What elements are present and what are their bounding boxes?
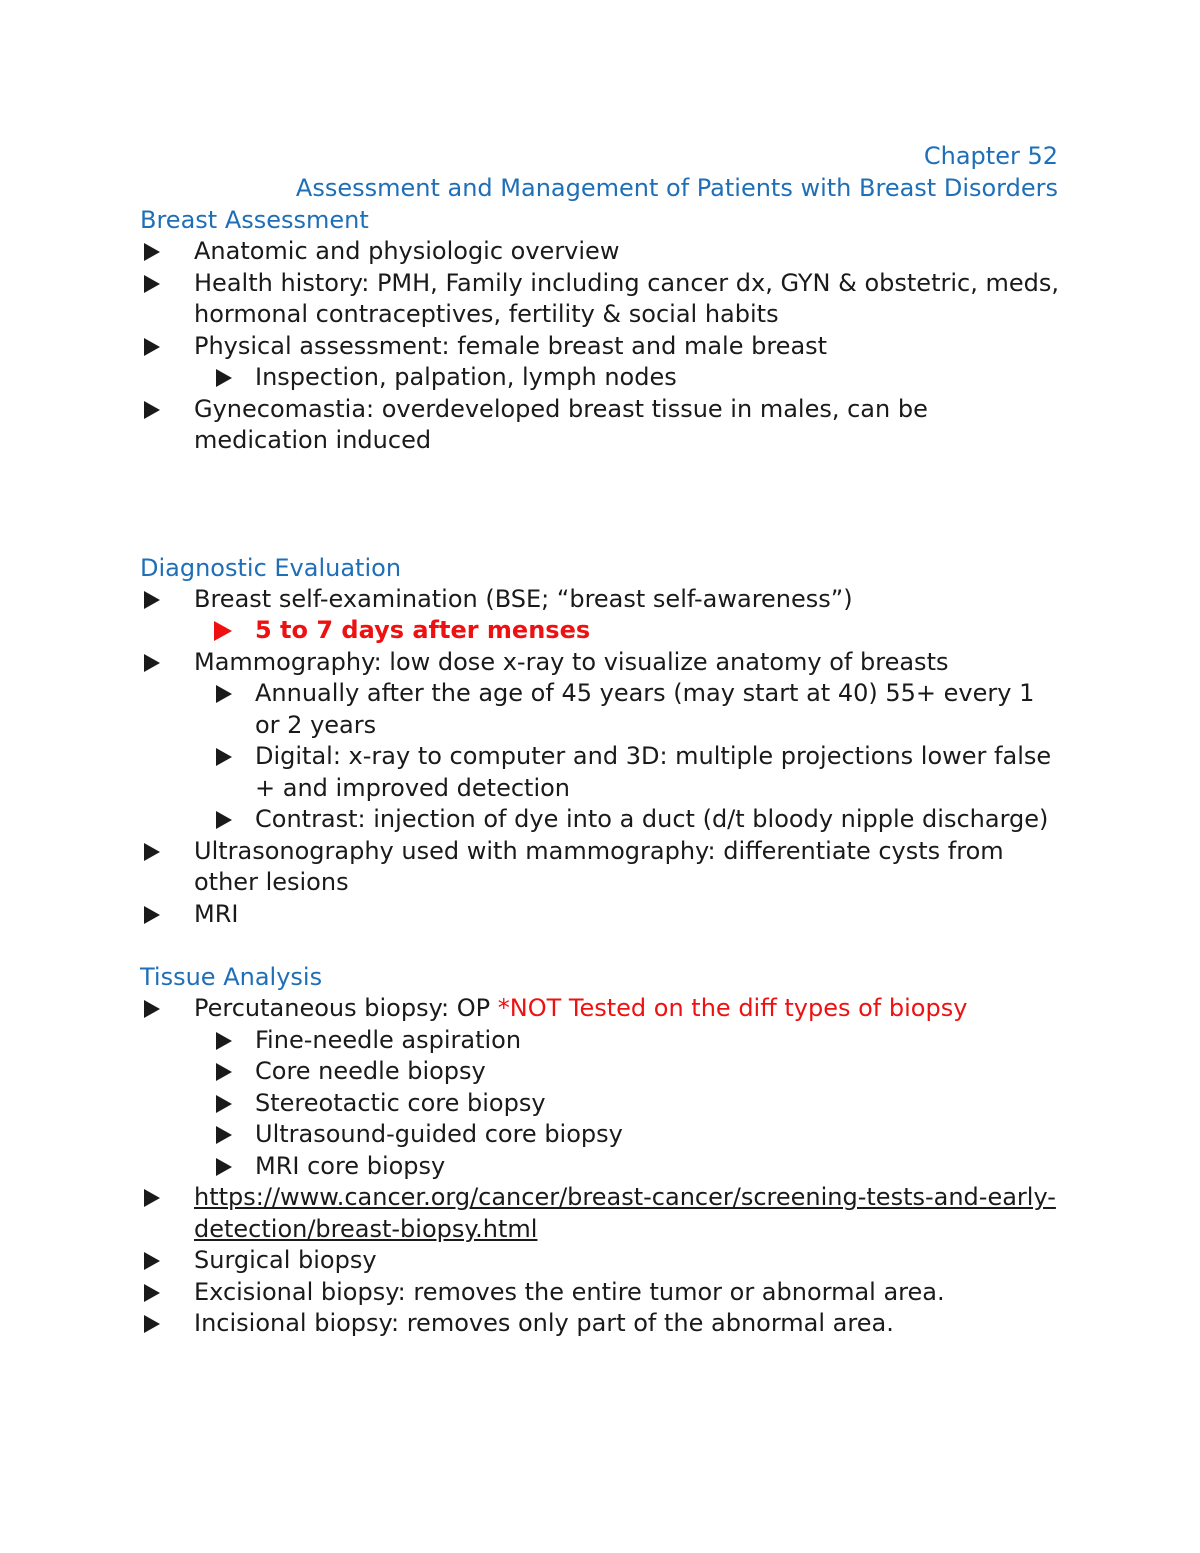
triangle-bullet-icon [216,1032,232,1050]
triangle-bullet-icon [216,685,232,703]
triangle-bullet-icon [144,1284,160,1302]
triangle-bullet-icon [144,243,160,261]
triangle-bullet-icon [144,906,160,924]
list-item: Surgical biopsy [140,1245,1060,1277]
diagnostic-evaluation-list [140,584,1060,931]
triangle-bullet-icon [216,1063,232,1081]
list-item: Digital: x-ray to computer and 3D: multiple projections lower false + and improved detection [140,741,1060,804]
list-item: Breast self-examination (BSE; “breast self-awareness”) [140,584,1060,616]
triangle-bullet-icon [216,1126,232,1144]
list-item-highlight: 5 to 7 days after menses [140,615,1060,647]
list-item: Ultrasonography used with mammography: differentiate cysts from other lesions [140,836,1060,899]
list-item: Gynecomastia: overdeveloped breast tissue in males, can be medication induced [140,394,1060,457]
list-item: Incisional biopsy: removes only part of the abnormal area. [140,1308,1060,1340]
triangle-bullet-icon [144,338,160,356]
spacer [140,930,1060,961]
red-note: *NOT Tested on the diff types of biopsy [497,994,968,1022]
tissue-analysis-list [140,993,1060,1340]
triangle-bullet-icon [216,811,232,829]
section-title-diagnostic-evaluation: Diagnostic Evaluation [140,553,402,582]
triangle-bullet-icon [144,1189,160,1207]
chapter-title: Assessment and Management of Patients with Breast Disorders [295,174,1058,202]
list-item: MRI [140,899,1060,931]
breast-assessment-list [140,236,1060,457]
triangle-bullet-icon [144,1252,160,1270]
list-item: Contrast: injection of dye into a duct (d/t bloody nipple discharge) [140,804,1060,836]
list-item: Percutaneous biopsy: OP *NOT Tested on the diff types of biopsy [140,993,1060,1025]
list-item: Fine-needle aspiration [140,1025,1060,1057]
section-title-breast-assessment: Breast Assessment [140,206,369,234]
list-item: MRI core biopsy [140,1151,1060,1183]
triangle-bullet-icon [144,275,160,293]
list-item: Annually after the age of 45 years (may start at 40) 55+ every 1 or 2 years [140,678,1060,741]
triangle-bullet-icon [216,1158,232,1176]
list-item: Ultrasound-guided core biopsy [140,1119,1060,1151]
triangle-bullet-icon [216,369,232,387]
triangle-bullet-icon [144,401,160,419]
triangle-bullet-icon [144,843,160,861]
triangle-bullet-icon [216,748,232,766]
triangle-bullet-icon [216,1095,232,1113]
list-item: Mammography: low dose x-ray to visualize anatomy of breasts [140,647,1060,679]
triangle-bullet-icon [214,621,232,641]
list-item: Health history: PMH, Family including cancer dx, GYN & obstetric, meds, hormonal contraceptives, fertility & social habits [140,268,1060,331]
chapter-label: Chapter 52 [923,142,1058,170]
document-header [296,140,1058,204]
triangle-bullet-icon [144,1315,160,1333]
list-item: Anatomic and physiologic overview [140,236,1060,268]
triangle-bullet-icon [144,654,160,672]
list-item: Excisional biopsy: removes the entire tumor or abnormal area. [140,1277,1060,1309]
triangle-bullet-icon [144,1000,160,1018]
document-body [140,204,1060,1340]
section-title-tissue-analysis: Tissue Analysis [140,963,323,991]
list-item: Stereotactic core biopsy [140,1088,1060,1120]
list-item: Inspection, palpation, lymph nodes [140,362,1060,394]
biopsy-info-link[interactable]: https://www.cancer.org/cancer/breast-cancer/screening-tests-and-early-detection/breast-biopsy.html [194,1183,1056,1243]
list-item: Physical assessment: female breast and male breast [140,331,1060,363]
list-item [140,1182,1060,1245]
triangle-bullet-icon [144,591,160,609]
list-item: Core needle biopsy [140,1056,1060,1088]
spacer [140,457,1060,552]
